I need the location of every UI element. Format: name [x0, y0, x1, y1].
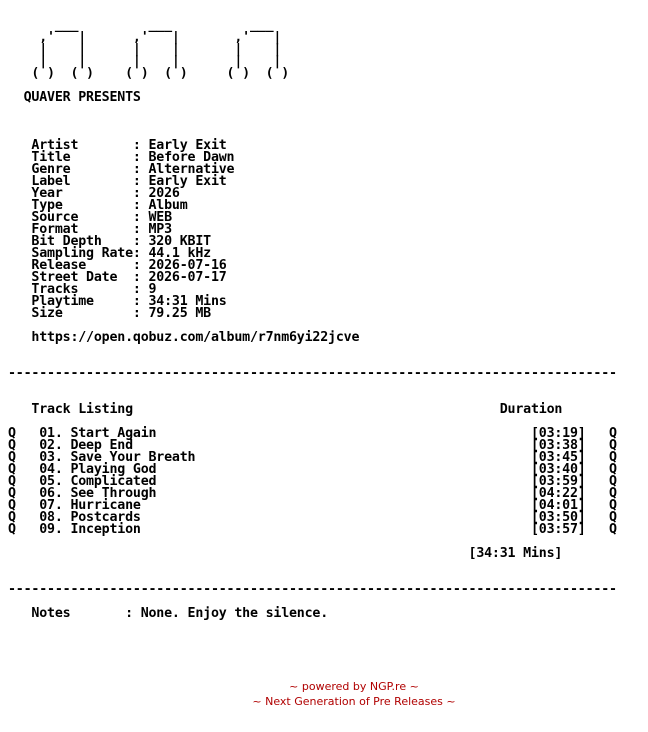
info-row: Label : Early Exit [8, 174, 227, 189]
info-row: Source : WEB [8, 210, 172, 225]
info-row: Title : Before Dawn [8, 150, 235, 165]
release-group-name: QUAVER PRESENTS [8, 90, 141, 105]
total-playtime: [34:31 Mins] [8, 546, 563, 561]
ascii-logo-line: ___ ___ ___ [8, 18, 274, 33]
info-row: Genre : Alternative [8, 162, 235, 177]
info-row: Street Date : 2026-07-17 [8, 270, 227, 285]
info-row: Type : Album [8, 198, 188, 213]
track-listing-header: Track Listing Duration [8, 402, 563, 417]
track-row: Q 08. Postcards [03:50] Q [8, 510, 617, 525]
footer-powered-by: ~ powered by NGP.re ~ [289, 680, 419, 693]
separator-line: ------------------------------------------------------------------------------ [8, 582, 617, 597]
track-row: Q 07. Hurricane [04:01] Q [8, 498, 617, 513]
info-row: Format : MP3 [8, 222, 172, 237]
notes-row: Notes : None. Enjoy the silence. [8, 606, 329, 621]
separator-line: ------------------------------------------------------------------------------ [8, 366, 617, 381]
info-row: Playtime : 34:31 Mins [8, 294, 227, 309]
footer-tagline: ~ Next Generation of Pre Releases ~ [252, 695, 456, 708]
ascii-logo-line: ,' | ,' | ,' | [8, 30, 282, 45]
ascii-logo-line: ( ) ( ) ( ) ( ) ( ) ( ) [8, 66, 289, 81]
track-row: Q 04. Playing God [03:40] Q [8, 462, 617, 477]
track-row: Q 01. Start Again [03:19] Q [8, 426, 617, 441]
ascii-logo-line: | | | | | | [8, 54, 282, 69]
footer [0, 679, 648, 709]
info-row: Sampling Rate: 44.1 kHz [8, 246, 211, 261]
nfo-text [8, 8, 617, 620]
track-row: Q 02. Deep End [03:38] Q [8, 438, 617, 453]
info-row: Artist : Early Exit [8, 138, 227, 153]
track-row: Q 09. Inception [03:57] Q [8, 522, 617, 537]
track-row: Q 03. Save Your Breath [03:45] Q [8, 450, 617, 465]
info-row: Release : 2026-07-16 [8, 258, 227, 273]
track-row: Q 06. See Through [04:22] Q [8, 486, 617, 501]
info-row: Tracks : 9 [8, 282, 157, 297]
album-url: https://open.qobuz.com/album/r7nm6yi22jcve [8, 330, 360, 345]
info-row: Size : 79.25 MB [8, 306, 211, 321]
track-row: Q 05. Complicated [03:59] Q [8, 474, 617, 489]
ascii-logo-line: | | | | | | [8, 42, 282, 57]
info-row: Bit Depth : 320 KBIT [8, 234, 211, 249]
info-row: Year : 2026 [8, 186, 180, 201]
